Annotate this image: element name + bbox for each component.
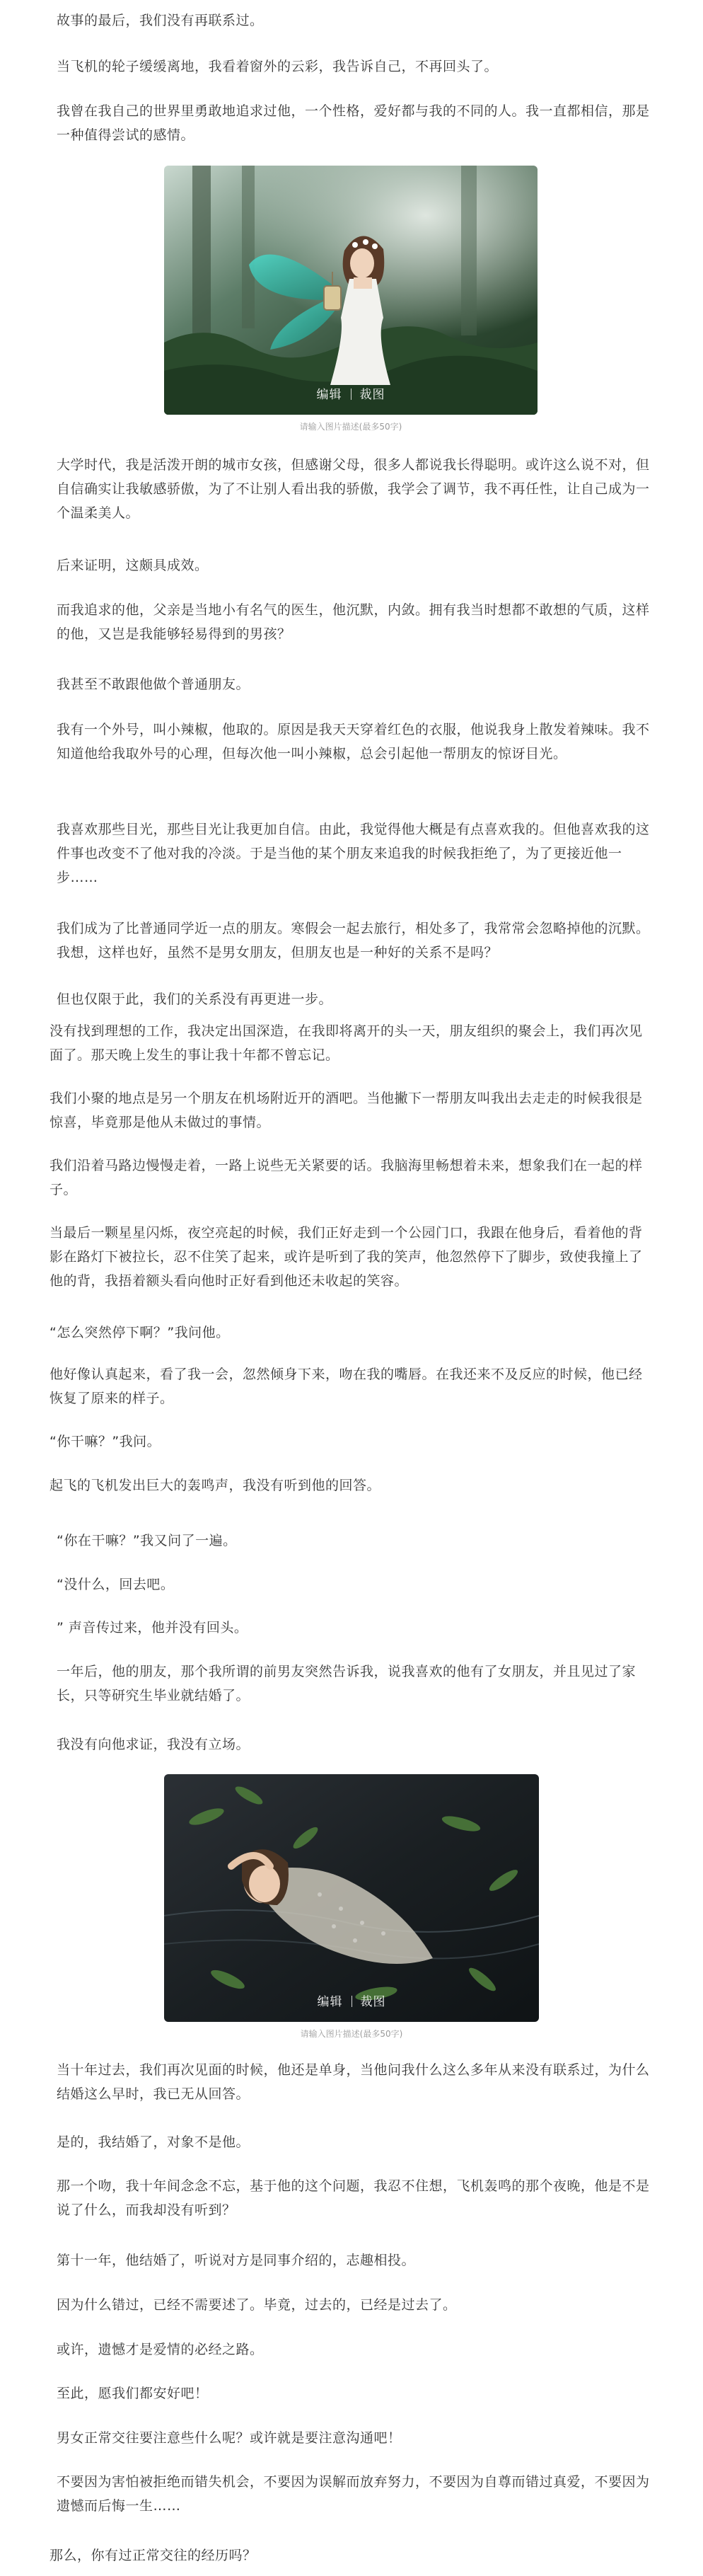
paragraph: 后来证明，这颇具成效。: [57, 558, 209, 573]
water-image: [164, 1774, 539, 2022]
paragraph: 一年后，他的朋友，那个我所谓的前男友突然告诉我，说我喜欢的他有了女朋友，并且见过了家长，只等研究生毕业就结婚了。: [57, 1664, 637, 1703]
paragraph: 故事的最后，我们没有再联系过。: [57, 13, 264, 28]
paragraph: 我们成为了比普通同学近一点的朋友。寒假会一起去旅行，相处多了，我常常会忽略掉他的沉默。我想，这样也好，虽然不是男女朋友，但朋友也是一种好的关系不是吗？: [57, 921, 650, 960]
paragraph: 我甚至不敢跟他做个普通朋友。: [57, 677, 250, 692]
paragraph: 我们沿着马路边慢慢走着，一路上说些无关紧要的话。我脑海里畅想着未来，想象我们在一起的样子。: [50, 1158, 643, 1197]
paragraph: 而我追求的他，父亲是当地小有名气的医生，他沉默，内敛。拥有我当时想都不敢想的气质，这样的他，又岂是我能够轻易得到的男孩？: [57, 602, 650, 642]
paragraph: 我没有向他求证，我没有立场。: [57, 1737, 250, 1752]
paragraph: 我曾在我自己的世界里勇敢地追求过他，一个性格，爱好都与我的不同的人。我一直都相信，那是一种值得尝试的感情。: [57, 103, 650, 143]
paragraph: 当最后一颗星星闪烁，夜空亮起的时候，我们正好走到一个公园门口，我跟在他身后，看着他的背影在路灯下被拉长，忍不住笑了起来，或许是听到了我的笑声，他忽然停下了脚步，致使我撞上了他的背，我捂着额头看向他时正好看到他还未收起的笑容。: [50, 1225, 643, 1289]
paragraph: “你在干嘛？”我又问了一遍。: [57, 1533, 237, 1548]
crop-image-button[interactable]: 裁图: [359, 388, 385, 402]
edit-image-button[interactable]: 编辑: [316, 388, 342, 402]
paragraph: 男女正常交往要注意些什么呢？或许就是要注意沟通吧！: [57, 2430, 402, 2446]
paragraph: 没有找到理想的工作，我决定出国深造，在我即将离开的头一天，朋友组织的聚会上，我们再次见面了。那天晚上发生的事让我十年都不曾忘记。: [50, 1023, 643, 1063]
divider: [351, 389, 352, 400]
crop-image-button[interactable]: 裁图: [360, 1995, 386, 2009]
paragraph: “怎么突然停下啊？”我问他。: [50, 1325, 230, 1340]
image-controls: [164, 384, 538, 402]
paragraph: 我喜欢那些目光，那些目光让我更加自信。由此，我觉得他大概是有点喜欢我的。但他喜欢我的这件事也改变不了他对我的冷淡。于是当他的某个朋友来追我的时候我拒绝了，为了更接近他一步……: [57, 822, 650, 885]
paragraph: 起飞的飞机发出巨大的轰鸣声，我没有听到他的回答。: [50, 1478, 381, 1493]
paragraph: 大学时代，我是活泼开朗的城市女孩，但感谢父母，很多人都说我长得聪明。或许这么说不对，但自信确实让我敏感骄傲，为了不让别人看出我的骄傲，我学会了调节，我不再任性，让自己成为一个温柔美人。: [57, 457, 650, 521]
paragraph: 至此，愿我们都安好吧！: [57, 2386, 209, 2401]
paragraph: 那么，你有过正常交往的经历吗？: [50, 2548, 257, 2563]
edit-image-button[interactable]: 编辑: [317, 1995, 343, 2009]
paragraph: 他好像认真起来，看了我一会，忽然倾身下来，吻在我的嘴唇。在我还来不及反应的时候，他已经恢复了原来的样子。: [50, 1367, 643, 1406]
paragraph: 当飞机的轮子缓缓离地，我看着窗外的云彩，我告诉自己，不再回头了。: [57, 59, 499, 74]
paragraph: 不要因为害怕被拒绝而错失机会，不要因为误解而放弃努力，不要因为自尊而错过真爱，不要因为遗憾而后悔一生……: [57, 2474, 650, 2514]
paragraph: 当十年过去，我们再次见面的时候，他还是单身，当他问我什么这么多年从来没有联系过，为什么结婚这么早时，我已无从回答。: [57, 2062, 650, 2102]
image-caption[interactable]: 请输入图片描述(最多50字): [299, 422, 402, 432]
paragraph: ” 声音传过来，他并没有回头。: [57, 1620, 248, 1635]
paragraph: 但也仅限于此，我们的关系没有再更进一步。: [57, 991, 333, 1007]
water-photo[interactable]: [164, 1774, 539, 2022]
paragraph: “你干嘛？”我问。: [50, 1434, 161, 1449]
fairy-photo[interactable]: [164, 166, 538, 415]
paragraph: 因为什么错过，已经不需要述了。毕竟，过去的，已经是过去了。: [57, 2297, 457, 2313]
image-caption[interactable]: 请输入图片描述(最多50字): [300, 2029, 403, 2039]
paragraph: 是的，我结婚了，对象不是他。: [57, 2134, 250, 2150]
paragraph: 我有一个外号，叫小辣椒，他取的。原因是我天天穿着红色的衣服，他说我身上散发着辣味。我不知道他给我取外号的心理，但每次他一叫小辣椒，总会引起他一帮朋友的惊讶目光。: [57, 722, 650, 761]
paragraph: 第十一年，他结婚了，听说对方是同事介绍的，志趣相投。: [57, 2253, 416, 2268]
paragraph: 或许，遗憾才是爱情的必经之路。: [57, 2342, 264, 2357]
paragraph: 那一个吻，我十年间念念不忘，基于他的这个问题，我忍不住想，飞机轰鸣的那个夜晚，他是不是说了什么，而我却没有听到？: [57, 2178, 650, 2218]
paragraph: “没什么，回去吧。: [57, 1577, 175, 1592]
image-controls: [164, 1991, 539, 2009]
fairy-image: [164, 166, 538, 415]
paragraph: 我们小聚的地点是另一个朋友在机场附近开的酒吧。当他撇下一帮朋友叫我出去走走的时候我很是惊喜，毕竟那是他从未做过的事情。: [50, 1091, 643, 1130]
